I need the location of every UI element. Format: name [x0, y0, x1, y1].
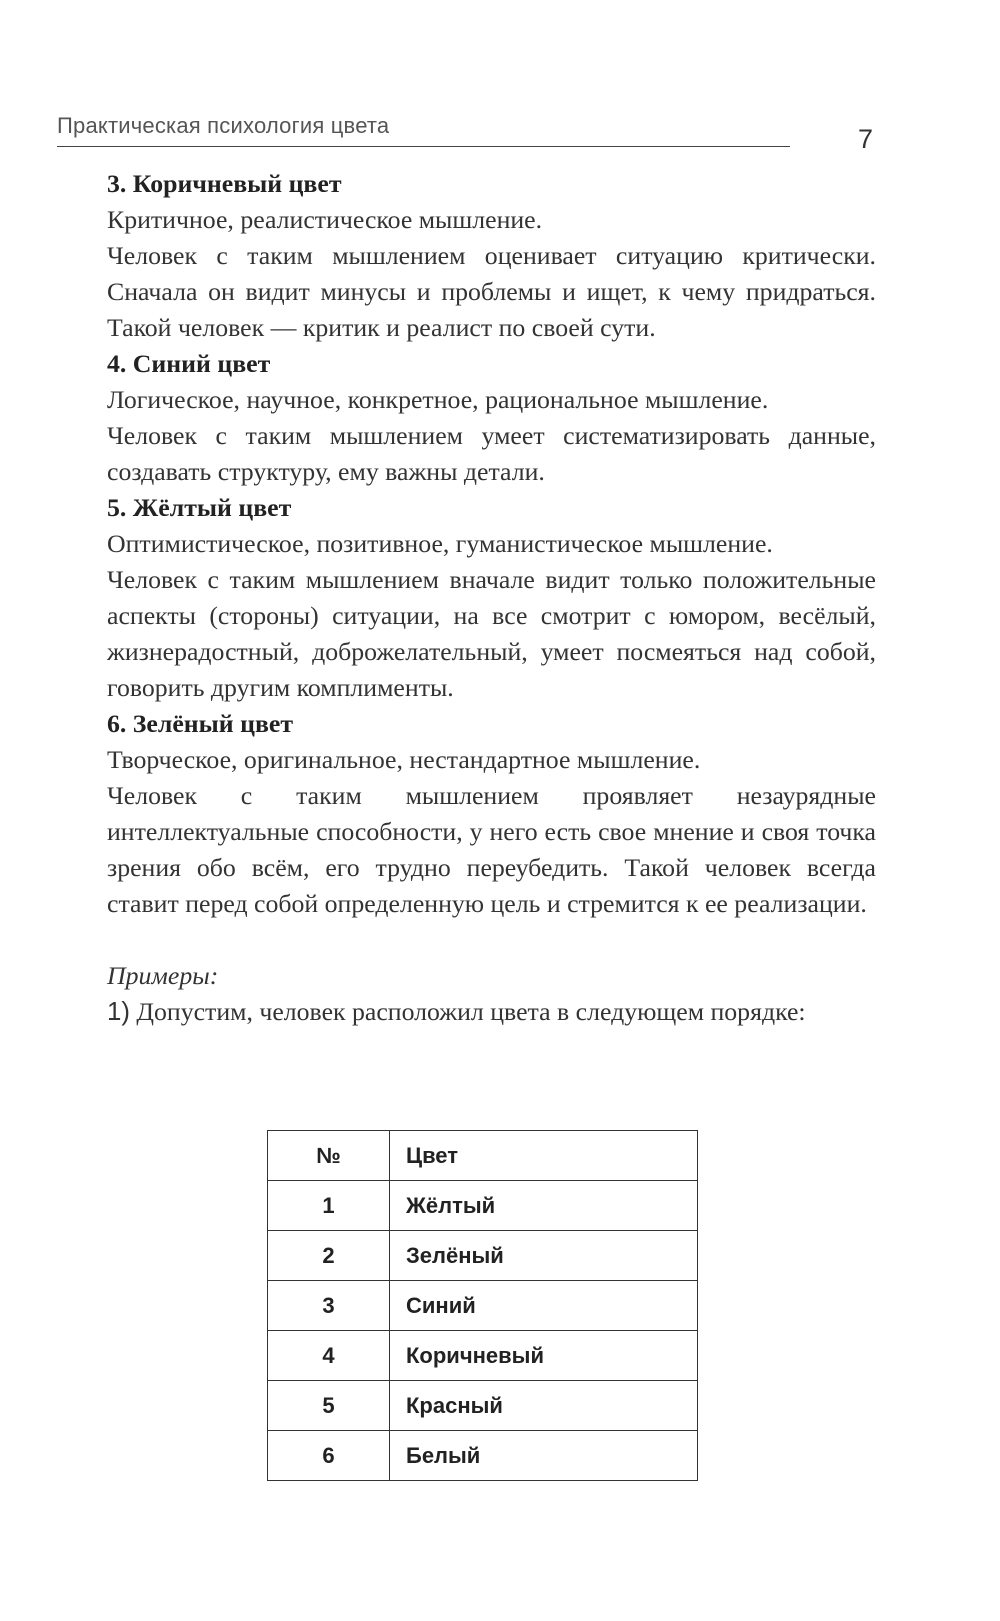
row-number: 4 — [268, 1331, 390, 1381]
row-color: Белый — [390, 1431, 698, 1481]
section-summary: Критичное, реалистическое мышление. — [107, 205, 543, 234]
header-number: № — [268, 1131, 390, 1181]
section-description: Человек с таким мышлением оценивает ситуацию критически. Сначала он видит минусы и проблемы и ищет, к чему придраться. Такой человек — критик и реалист по своей сути. — [107, 241, 876, 342]
section-title: 3. Коричневый цвет — [107, 169, 342, 198]
running-head-title: Практическая психология цвета — [57, 113, 390, 138]
section-title: 4. Синий цвет — [107, 349, 271, 378]
table-row — [268, 1381, 698, 1431]
table-header-row — [268, 1131, 698, 1181]
row-number: 5 — [268, 1381, 390, 1431]
table-row — [268, 1181, 698, 1231]
section-summary: Логическое, научное, конкретное, рациональное мышление. — [107, 385, 769, 414]
table-row — [268, 1431, 698, 1481]
header-rule — [57, 146, 790, 147]
row-color: Жёлтый — [390, 1181, 698, 1231]
table-row — [268, 1331, 698, 1381]
examples-label: Примеры: — [107, 961, 219, 990]
row-color: Синий — [390, 1281, 698, 1331]
row-number: 3 — [268, 1281, 390, 1331]
row-number: 1 — [268, 1181, 390, 1231]
section-summary: Творческое, оригинальное, нестандартное мышление. — [107, 745, 701, 774]
body-text — [107, 166, 876, 1030]
section-title: 6. Зелёный цвет — [107, 709, 294, 738]
table-row — [268, 1281, 698, 1331]
row-color: Коричневый — [390, 1331, 698, 1381]
page-number: 7 — [858, 124, 874, 154]
section-description: Человек с таким мышлением проявляет незаурядные интеллектуальные способности, у него есть свое мнение и своя точка зрения обо всём, его трудно переубедить. Такой человек всегда ставит перед собой определенную цель и стремится к ее реализации. — [107, 781, 876, 918]
row-color: Зелёный — [390, 1231, 698, 1281]
section-summary: Оптимистическое, позитивное, гуманистическое мышление. — [107, 529, 773, 558]
row-color: Красный — [390, 1381, 698, 1431]
example-item-number: 1) — [107, 998, 130, 1026]
color-order-table — [267, 1130, 698, 1481]
section-title: 5. Жёлтый цвет — [107, 493, 292, 522]
row-number: 6 — [268, 1431, 390, 1481]
example-item-text: Допустим, человек расположил цвета в следующем порядке: — [129, 997, 806, 1026]
example-item — [107, 994, 876, 1030]
section-description: Человек с таким мышлением вначале видит только положительные аспекты (стороны) ситуации, на все смотрит с юмором, весёлый, жизнерадостный, доброжелательный, умеет посмеяться над собой, говорить другим комплименты. — [107, 565, 876, 702]
header-color: Цвет — [390, 1131, 698, 1181]
section-description: Человек с таким мышлением умеет систематизировать данные, создавать структуру, ему важны детали. — [107, 421, 876, 486]
table-row — [268, 1231, 698, 1281]
row-number: 2 — [268, 1231, 390, 1281]
